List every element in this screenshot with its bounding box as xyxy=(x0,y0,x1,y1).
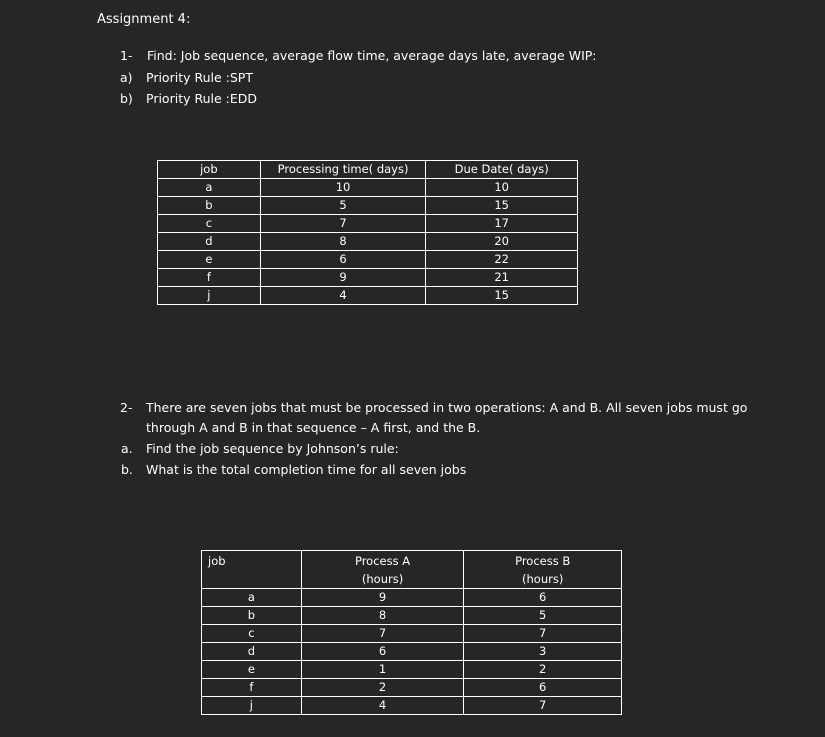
table-row xyxy=(202,607,622,625)
q2-text-line2: through A and B in that sequence – A first, and the B. xyxy=(146,420,481,435)
cell-job: j xyxy=(202,697,302,715)
q2-number: 2- xyxy=(120,400,133,415)
cell-process-a: 9 xyxy=(301,589,464,607)
cell-due-date: 21 xyxy=(426,269,578,287)
cell-processing-time: 9 xyxy=(260,269,426,287)
cell-job: b xyxy=(158,197,261,215)
cell-process-b: 5 xyxy=(464,607,622,625)
table-row xyxy=(158,215,578,233)
table-header-row xyxy=(158,161,578,179)
cell-due-date: 22 xyxy=(426,251,578,269)
cell-job: e xyxy=(158,251,261,269)
cell-process-b: 6 xyxy=(464,589,622,607)
table-row xyxy=(202,679,622,697)
cell-job: f xyxy=(158,269,261,287)
priority-rules-table xyxy=(157,160,578,305)
cell-processing-time: 8 xyxy=(260,233,426,251)
cell-due-date: 20 xyxy=(426,233,578,251)
assignment-title: Assignment 4: xyxy=(97,12,191,27)
header-job: job xyxy=(158,161,261,179)
q1-item-b-text: Priority Rule :EDD xyxy=(146,91,258,106)
cell-job: d xyxy=(158,233,261,251)
table-row xyxy=(202,589,622,607)
cell-processing-time: 10 xyxy=(260,179,426,197)
q2-item-b-text: What is the total completion time for all seven jobs xyxy=(146,462,467,477)
q1-item-a-label: a) xyxy=(120,70,133,85)
cell-job: a xyxy=(202,589,302,607)
q1-number: 1- xyxy=(120,48,133,63)
cell-job: c xyxy=(202,625,302,643)
q1-item-b-label: b) xyxy=(120,91,133,106)
table-row xyxy=(158,233,578,251)
header-process-a-title: Process A xyxy=(354,554,411,568)
cell-job: j xyxy=(158,287,261,305)
cell-process-a: 7 xyxy=(301,625,464,643)
cell-processing-time: 4 xyxy=(260,287,426,305)
cell-process-b: 7 xyxy=(464,697,622,715)
cell-process-b: 3 xyxy=(464,643,622,661)
table-row xyxy=(202,697,622,715)
cell-process-b: 6 xyxy=(464,679,622,697)
cell-process-a: 8 xyxy=(301,607,464,625)
header-processing-time: Processing time( days) xyxy=(260,161,426,179)
table-row xyxy=(202,661,622,679)
cell-processing-time: 6 xyxy=(260,251,426,269)
q2-item-a-label: a. xyxy=(121,441,133,456)
table-header-row xyxy=(202,551,622,589)
q2-item-a-text: Find the job sequence by Johnson’s rule: xyxy=(146,441,399,456)
header-process-b-unit: (hours) xyxy=(522,572,564,586)
table-row xyxy=(202,625,622,643)
table-row xyxy=(158,251,578,269)
q1-item-a-text: Priority Rule :SPT xyxy=(146,70,253,85)
q1-text: Find: Job sequence, average flow time, average days late, average WIP: xyxy=(147,48,597,63)
q2-item-b-label: b. xyxy=(121,462,133,477)
johnsons-rule-table xyxy=(201,550,622,715)
cell-job: f xyxy=(202,679,302,697)
q2-text-line1: There are seven jobs that must be processed in two operations: A and B. All seven jobs must go xyxy=(146,400,748,415)
cell-process-b: 2 xyxy=(464,661,622,679)
cell-processing-time: 7 xyxy=(260,215,426,233)
header-process-b xyxy=(464,551,622,589)
cell-process-a: 6 xyxy=(301,643,464,661)
cell-due-date: 15 xyxy=(426,287,578,305)
cell-process-a: 2 xyxy=(301,679,464,697)
table-row xyxy=(158,287,578,305)
header-process-b-title: Process B xyxy=(515,554,571,568)
cell-due-date: 17 xyxy=(426,215,578,233)
header-due-date: Due Date( days) xyxy=(426,161,578,179)
cell-job: a xyxy=(158,179,261,197)
table-row xyxy=(158,197,578,215)
cell-job: c xyxy=(158,215,261,233)
cell-job: e xyxy=(202,661,302,679)
cell-job: d xyxy=(202,643,302,661)
table-row xyxy=(158,179,578,197)
header-job: job xyxy=(202,551,302,589)
header-process-a xyxy=(301,551,464,589)
cell-due-date: 15 xyxy=(426,197,578,215)
cell-processing-time: 5 xyxy=(260,197,426,215)
cell-process-a: 1 xyxy=(301,661,464,679)
cell-process-a: 4 xyxy=(301,697,464,715)
cell-process-b: 7 xyxy=(464,625,622,643)
table-row xyxy=(158,269,578,287)
cell-job: b xyxy=(202,607,302,625)
cell-due-date: 10 xyxy=(426,179,578,197)
header-process-a-unit: (hours) xyxy=(361,572,404,586)
table-row xyxy=(202,643,622,661)
